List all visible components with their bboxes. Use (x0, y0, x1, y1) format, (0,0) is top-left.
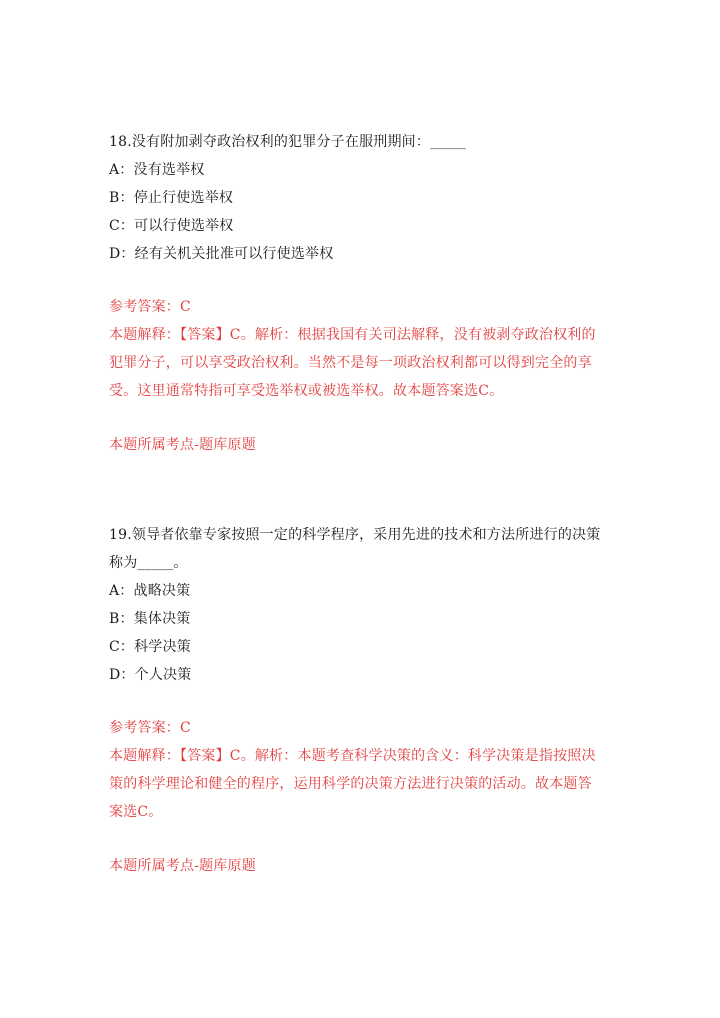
topic-label: 本题所属考点-题库原题 (109, 858, 256, 874)
explanation-line-1: 本题解释：【答案】C。解析：根据我国有关司法解释，没有被剥夺政治权利的 (109, 327, 596, 343)
question-stem-line-2: 称为_____。 (109, 555, 188, 571)
explanation-line-3: 案选C。 (109, 804, 163, 820)
question-19 (109, 521, 609, 880)
reference-answer: 参考答案：C (109, 299, 191, 315)
option-c: C：可以行使选举权 (109, 218, 234, 234)
option-b: B：集体决策 (109, 611, 191, 627)
option-a: A：没有选举权 (109, 162, 205, 178)
topic-label: 本题所属考点-题库原题 (109, 437, 256, 453)
option-d: D：个人决策 (109, 667, 192, 683)
explanation-line-2: 犯罪分子，可以享受政治权利。当然不是每一项政治权利都可以得到完全的享 (109, 355, 592, 371)
option-b: B：停止行使选举权 (109, 190, 234, 206)
option-c: C：科学决策 (109, 639, 191, 655)
spacer (109, 689, 609, 714)
option-a: A：战略决策 (109, 583, 191, 599)
question-stem: 18.没有附加剥夺政治权利的犯罪分子在服刑期间：_____ (109, 134, 467, 150)
spacer (109, 268, 609, 293)
spacer (109, 826, 609, 852)
reference-answer: 参考答案：C (109, 720, 191, 736)
question-stem-line-1: 19.领导者依靠专家按照一定的科学程序，采用先进的技术和方法所进行的决策 (109, 527, 601, 543)
question-18 (109, 128, 609, 459)
explanation-line-2: 策的科学理论和健全的程序，运用科学的决策方法进行决策的活动。故本题答 (109, 776, 592, 792)
option-d: D：经有关机关批准可以行使选举权 (109, 246, 334, 262)
explanation-line-3: 受。这里通常特指可享受选举权或被选举权。故本题答案选C。 (109, 383, 504, 399)
spacer (109, 405, 609, 431)
explanation-line-1: 本题解释：【答案】C。解析：本题考查科学决策的含义：科学决策是指按照决 (109, 748, 596, 764)
